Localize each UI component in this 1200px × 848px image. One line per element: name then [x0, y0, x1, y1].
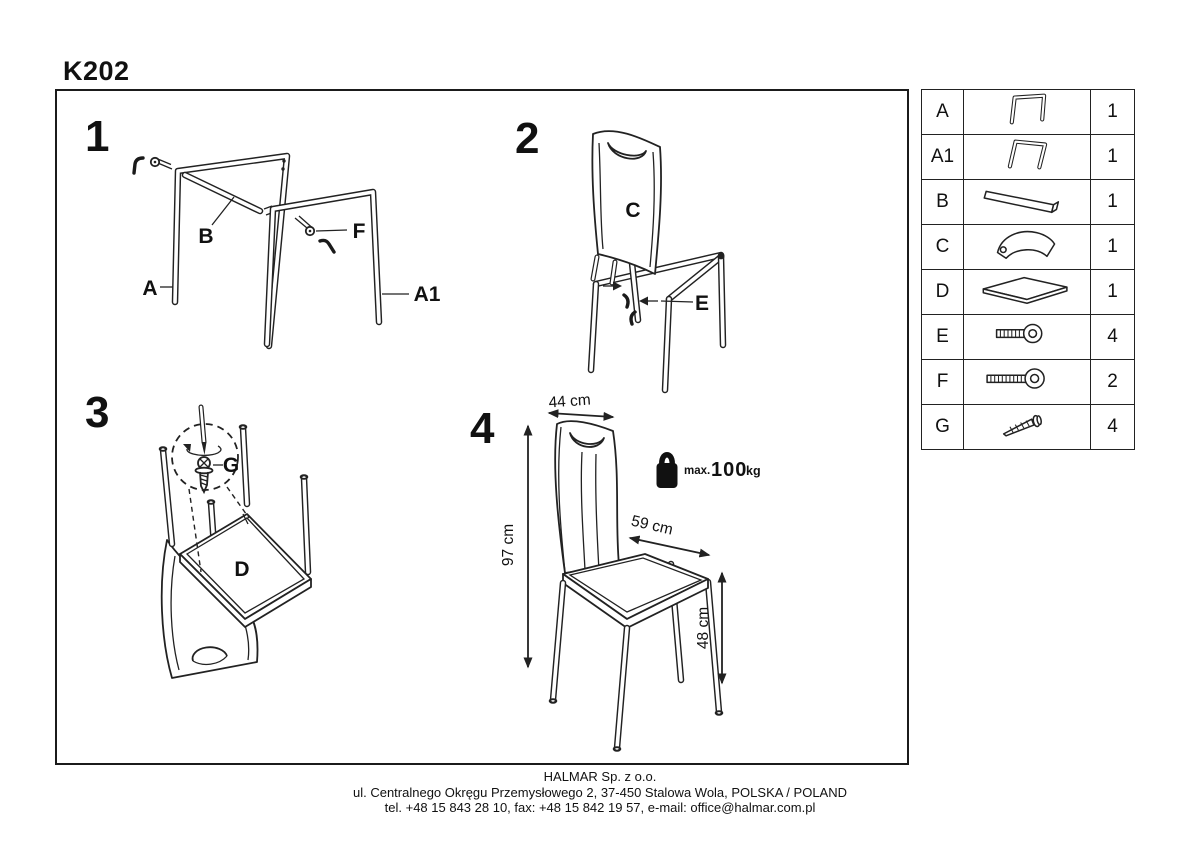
weight-icon [657, 455, 678, 488]
step-2-number: 2 [515, 114, 540, 163]
parts-table-row [922, 135, 1135, 180]
step-4-drawing [475, 382, 880, 754]
part-icon-cell [964, 135, 1091, 180]
step-4-number: 4 [470, 404, 495, 453]
part-qty-cell: 4 [1091, 315, 1135, 360]
model-title: K202 [63, 56, 130, 86]
label-b-leader [212, 197, 234, 225]
part-icon-cell [964, 270, 1091, 315]
bolt-f-top-icon [134, 158, 172, 173]
parts-table-row [922, 405, 1135, 450]
part-label-c: C [625, 199, 641, 222]
max-load-unit: kg [746, 464, 761, 478]
part-label-d: D [234, 558, 250, 581]
part-label-a1: A1 [413, 283, 441, 306]
part-label-cell: A [922, 90, 964, 135]
part-icon-cell [964, 360, 1091, 405]
label-f-leader [316, 230, 347, 231]
part-icon-cell [964, 180, 1091, 225]
part-icon-cell [964, 405, 1091, 450]
part-icon-cell [964, 90, 1091, 135]
button-bolt-icon [968, 315, 1086, 353]
step-3-number: 3 [85, 388, 110, 437]
part-qty-cell: 1 [1091, 180, 1135, 225]
parts-table-row [922, 180, 1135, 225]
dim-seat-height-label: 48 cm [695, 606, 712, 650]
seat-cushion-icon [968, 270, 1086, 308]
part-qty-cell: 1 [1091, 90, 1135, 135]
parts-table-row [922, 90, 1135, 135]
screwdriver-tip [202, 442, 207, 455]
part-label-cell: A1 [922, 135, 964, 180]
part-qty-cell: 4 [1091, 405, 1135, 450]
cross-bar-icon [968, 180, 1086, 218]
part-label-cell: D [922, 270, 964, 315]
part-label-e: E [694, 292, 710, 315]
cross-bar-b [185, 175, 274, 215]
part-label-f: F [352, 220, 366, 243]
parts-table-row [922, 360, 1135, 405]
max-load-prefix: max. [684, 465, 711, 477]
company-contact: tel. +48 15 843 28 10, fax: +48 15 842 19 57, e-mail: office@halmar.com.pl [384, 800, 816, 815]
company-name: HALMAR Sp. z o.o. [543, 769, 657, 784]
leg-frame-icon [968, 135, 1086, 173]
parts-table [921, 89, 1135, 450]
part-label-cell: C [922, 225, 964, 270]
bolt-f-right-icon [295, 216, 334, 252]
footer [0, 769, 1200, 816]
part-icon-cell [964, 315, 1091, 360]
part-label-cell: B [922, 180, 964, 225]
parts-table-row [922, 270, 1135, 315]
dim-width-label: 44 cm [548, 391, 592, 412]
dim-width [548, 392, 613, 417]
step-1-number: 1 [85, 112, 110, 161]
part-label-cell: F [922, 360, 964, 405]
company-address: ul. Centralnego Okręgu Przemysłowego 2, 37-450 Stalowa Wola, POLSKA / POLAND [352, 784, 847, 800]
part-label-a: A [142, 277, 158, 300]
bolt-e-left-icon [603, 282, 628, 308]
leg-frame-icon [968, 90, 1086, 128]
dim-height [500, 426, 528, 667]
long-bolt-icon [968, 360, 1086, 398]
dim-height-label: 97 cm [500, 523, 517, 567]
step-1-drawing [112, 101, 502, 431]
part-icon-cell [964, 225, 1091, 270]
parts-table-row [922, 225, 1135, 270]
part-label-cell: G [922, 405, 964, 450]
part-qty-cell: 1 [1091, 270, 1135, 315]
part-label-b: B [198, 225, 214, 248]
part-qty-cell: 1 [1091, 225, 1135, 270]
step-3-drawing [127, 404, 467, 749]
part-qty-cell: 1 [1091, 135, 1135, 180]
dim-depth-label: 59 cm [629, 512, 675, 539]
diagram-panel [55, 89, 909, 765]
dim-depth [630, 513, 709, 555]
backrest-icon [968, 225, 1086, 263]
parts-table-row [922, 315, 1135, 360]
part-label-g: G [222, 454, 240, 477]
part-qty-cell: 2 [1091, 360, 1135, 405]
max-load-value: 100 [711, 459, 748, 481]
part-label-cell: E [922, 315, 964, 360]
wood-screw-icon [968, 405, 1086, 443]
